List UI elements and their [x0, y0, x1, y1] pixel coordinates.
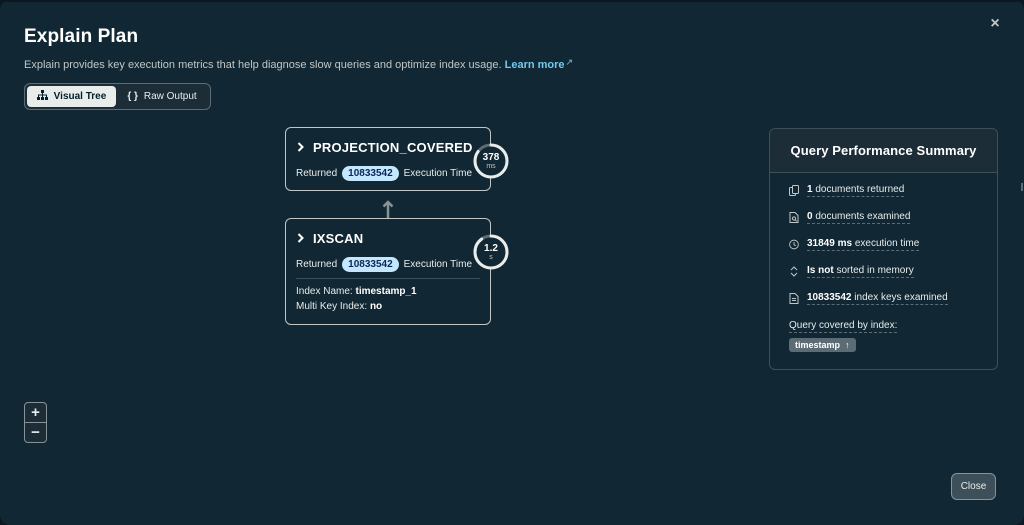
summary-value: Is not	[807, 265, 834, 276]
multi-key-label: Multi Key Index:	[296, 301, 368, 312]
chevron-right-icon[interactable]	[297, 231, 305, 246]
returned-label: Returned	[296, 168, 338, 179]
summary-row	[789, 265, 914, 278]
chevron-right-icon[interactable]	[297, 140, 305, 155]
visual-tree-tab[interactable]	[27, 86, 116, 107]
stage-name: IXSCAN	[313, 231, 364, 246]
summary-value: 10833542	[807, 292, 852, 303]
gauge-value: 1.2	[484, 243, 498, 254]
summary-label: execution time	[854, 238, 920, 249]
summary-row-text	[807, 211, 910, 224]
summary-label: index keys examined	[854, 292, 948, 303]
visual-tree-label: Visual Tree	[53, 91, 107, 102]
execution-time-label: Execution Time	[403, 259, 473, 270]
clock-icon	[789, 239, 799, 250]
stage-header	[297, 231, 363, 246]
summary-title: Query Performance Summary	[770, 129, 997, 173]
summary-label: documents returned	[815, 184, 905, 195]
view-toggle	[24, 83, 211, 110]
summary-row	[789, 292, 948, 305]
returned-count-badge: 10833542	[342, 257, 399, 272]
document-search-icon	[789, 212, 799, 223]
modal-title: Explain Plan	[24, 26, 139, 47]
raw-output-tab[interactable]	[116, 86, 208, 107]
documents-icon	[789, 185, 799, 196]
gauge-unit: s	[489, 254, 493, 261]
index-name-label: Index Name:	[296, 286, 353, 297]
index-name-row	[296, 286, 417, 297]
summary-value: 0	[807, 211, 813, 222]
gauge-value: 378	[482, 152, 500, 163]
summary-row-text	[807, 265, 914, 278]
stage-header	[297, 140, 473, 155]
summary-row	[789, 184, 904, 197]
zoom-in-button[interactable]: +	[31, 404, 40, 421]
summary-label: documents examined	[815, 211, 911, 222]
learn-more-link[interactable]: Learn more	[504, 59, 565, 71]
stage-name: PROJECTION_COVERED	[313, 140, 473, 155]
execution-time-label: Execution Time	[403, 168, 473, 179]
zoom-controls	[24, 402, 47, 443]
returned-count-badge: 10833542	[342, 166, 399, 181]
summary-label: sorted in memory	[836, 265, 914, 276]
index-chip	[789, 338, 856, 352]
tree-icon	[37, 90, 48, 103]
key-document-icon	[789, 293, 799, 304]
summary-row	[789, 211, 910, 224]
resize-handle[interactable]	[1021, 183, 1023, 191]
query-performance-summary	[769, 128, 998, 370]
summary-row-text	[807, 238, 919, 251]
braces-icon: { }	[127, 91, 138, 102]
stage-card-projection[interactable]	[285, 127, 491, 191]
summary-row	[789, 238, 919, 251]
stage-returned	[296, 166, 472, 181]
returned-label: Returned	[296, 259, 338, 270]
summary-value: 1	[807, 184, 813, 195]
sort-icon	[789, 266, 799, 277]
zoom-out-button[interactable]: −	[31, 424, 40, 441]
index-name-value: timestamp_1	[355, 286, 417, 297]
description-text: Explain provides key execution metrics that help diagnose slow queries and optimize index usage.	[24, 59, 502, 71]
close-icon[interactable]: ×	[990, 15, 1000, 32]
summary-row-text	[807, 184, 904, 197]
modal-top-edge	[0, 0, 1024, 2]
execution-time-gauge	[472, 142, 510, 180]
summary-row-text	[807, 292, 948, 305]
card-divider	[296, 278, 480, 279]
multi-key-value: no	[369, 301, 383, 312]
modal-description	[24, 57, 573, 71]
close-button[interactable]: Close	[951, 473, 996, 500]
gauge-unit: ms	[486, 163, 496, 170]
summary-value: 31849 ms	[807, 238, 853, 249]
raw-output-label: Raw Output	[143, 91, 197, 102]
arrow-up-icon: ↑	[845, 340, 850, 350]
execution-time-gauge	[472, 233, 510, 271]
stage-card-ixscan[interactable]	[285, 218, 491, 325]
covered-by-index-label: Query covered by index:	[789, 320, 898, 331]
stage-returned	[296, 257, 472, 272]
external-link-icon: ↗	[565, 57, 574, 67]
stage-connector-arrow	[382, 199, 394, 219]
multi-key-row	[296, 301, 382, 312]
index-chip-name: timestamp	[795, 340, 841, 350]
